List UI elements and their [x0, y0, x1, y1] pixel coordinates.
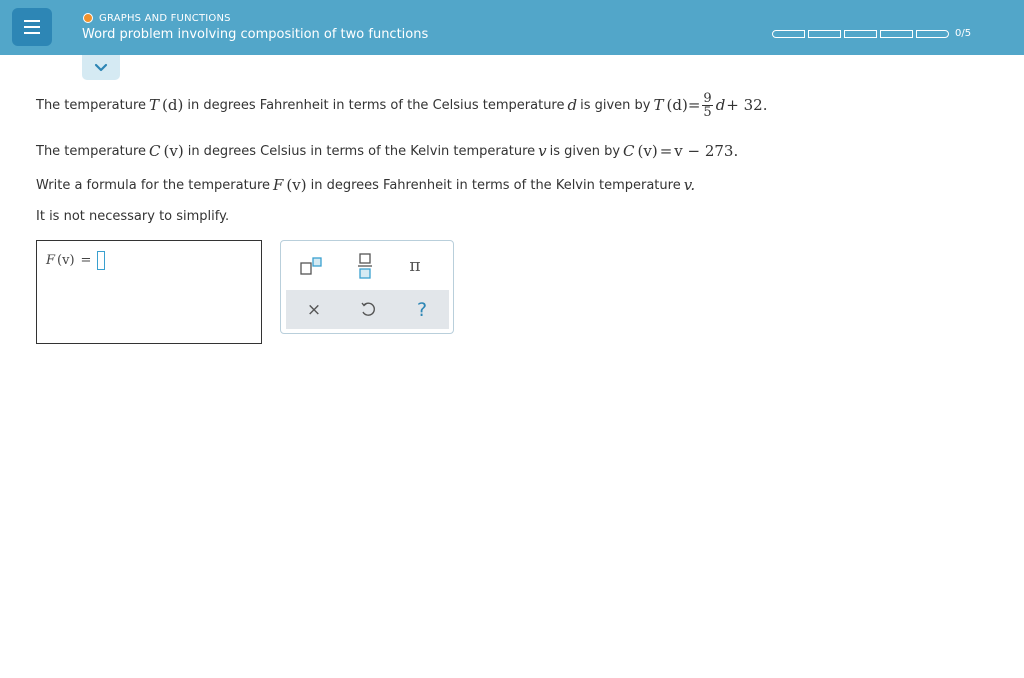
answer-cursor-box[interactable] [97, 251, 105, 270]
topic-heading [83, 11, 231, 25]
progress-segment [880, 30, 913, 38]
progress-segment [844, 30, 877, 38]
superscript-icon [298, 256, 324, 276]
progress-indicator [772, 28, 971, 39]
undo-button[interactable] [348, 294, 388, 325]
topic-label: GRAPHS AND FUNCTIONS [99, 12, 231, 24]
clear-icon: × [306, 299, 322, 320]
hamburger-icon [24, 20, 40, 22]
clear-button[interactable] [294, 294, 334, 325]
undo-icon [360, 302, 376, 318]
progress-segment [916, 30, 949, 38]
fraction-nine-fifths: $\frac{9}{5}$ [703, 90, 712, 120]
lesson-title: Word problem involving composition of two functions [82, 27, 429, 42]
collapse-header-button[interactable] [82, 55, 120, 80]
problem-instruction: It is not necessary to simplify. [36, 208, 230, 224]
problem-line-2: The temperature C (v) in degrees Celsius in terms of the Kelvin temperature v is given by C (v) = v − 273. [36, 142, 739, 160]
help-button[interactable] [402, 294, 442, 325]
topic-status-dot-icon [83, 13, 93, 23]
top-bar [0, 0, 1024, 55]
help-icon: ? [416, 298, 428, 321]
math-toolbar [280, 240, 454, 334]
fraction-icon [355, 252, 375, 280]
answer-expression[interactable]: F (v) = [46, 251, 105, 270]
answer-input-area[interactable] [36, 240, 262, 344]
menu-button[interactable] [12, 8, 52, 46]
problem-line-1: The temperature T (d) in degrees Fahrenheit in terms of the Celsius temperature d is given by T (d) = $\frac{9}{5}$ d + 32. [36, 90, 768, 120]
chevron-down-icon [94, 63, 108, 73]
progress-segment [808, 30, 841, 38]
toolbar-action-row [286, 290, 449, 329]
fraction-button[interactable] [349, 251, 381, 281]
problem-line-3: Write a formula for the temperature F (v) in degrees Fahrenheit in terms of the Kelvin temperature v. [36, 176, 696, 194]
progress-label: 0/5 [955, 28, 972, 39]
progress-segment [772, 30, 805, 38]
pi-icon: π [409, 256, 421, 276]
pi-button[interactable] [399, 251, 431, 281]
superscript-button[interactable] [295, 253, 327, 279]
